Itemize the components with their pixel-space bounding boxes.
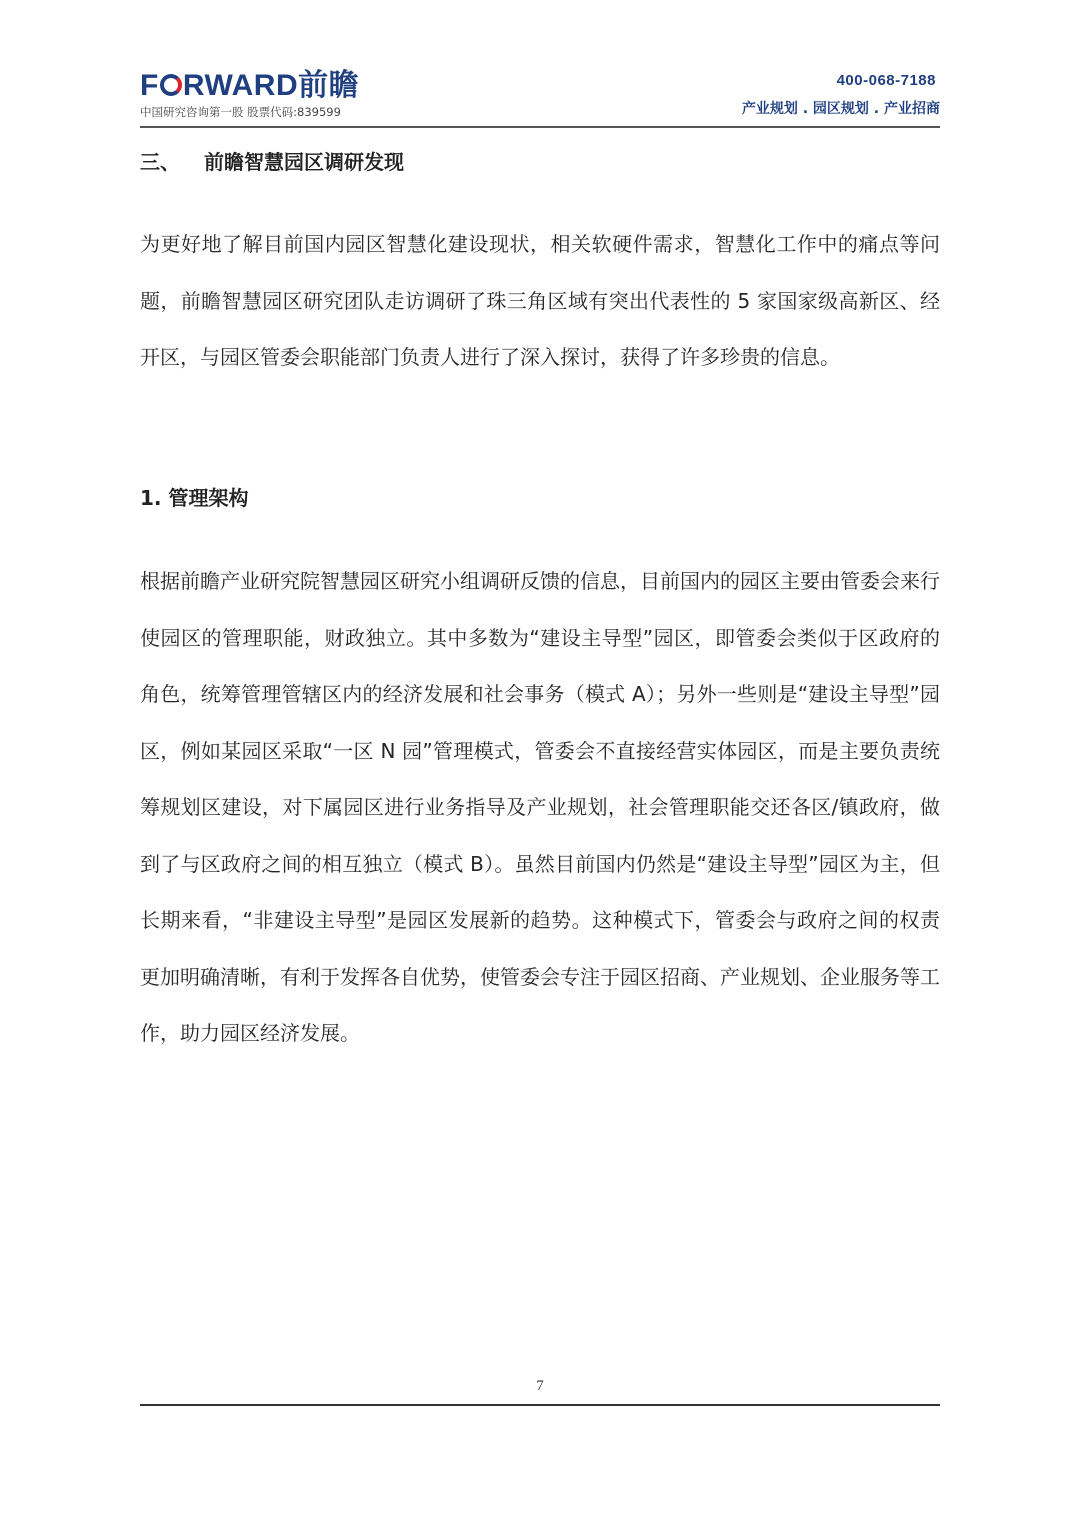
header-tagline: 产业规划 . 园区规划 . 产业招商 <box>741 101 940 117</box>
logo-text-pre: F <box>140 69 159 102</box>
header-divider <box>140 126 940 128</box>
logo-text-post: RWARD前瞻 <box>182 69 360 102</box>
section-number: 三、 <box>140 150 180 174</box>
section-heading <box>140 146 404 175</box>
page-header <box>140 66 940 128</box>
management-paragraph: 根据前瞻产业研究院智慧园区研究小组调研反馈的信息，目前国内的园区主要由管委会来行使园区的管理职能，财政独立。其中多数为“建设主导型”园区，即管委会类似于区政府的角色，统筹管理管辖区内的经济发展和社会事务（模式 A）；另外一些则是“建设主导型”园区，例如某园区采取“一区 N 园”管理模式，管委会不直接经营实体园区，而是主要负责统筹规划区建设，对下属园区进行业务指导及产业规划，社会管理职能交还各区/镇政府，做到了与区政府之间的相互独立（模式 B）。虽然目前国内仍然是“建设主导型”园区为主，但长期来看，“非建设主导型”是园区发展新的趋势。这种模式下，管委会与政府之间的权责更加明确清晰，有利于发挥各自优势，使管委会专注于园区招商、产业规划、企业服务等工作，助力园区经济发展。 <box>140 569 940 1045</box>
section-title-text: 前瞻智慧园区调研发现 <box>204 150 404 174</box>
subsection-heading: 1. 管理架构 <box>140 486 249 510</box>
logo-subtitle: 中国研究咨询第一股 股票代码:839599 <box>140 105 341 119</box>
forward-logo <box>140 70 359 102</box>
intro-paragraph: 为更好地了解目前国内园区智慧化建设现状，相关软硬件需求，智慧化工作中的痛点等问题，前瞻智慧园区研究团队走访调研了珠三角区域有突出代表性的 5 家国家级高新区、经开区，与园区管委会职能部门负责人进行了深入探讨，获得了许多珍贵的信息。 <box>140 232 940 369</box>
footer-divider <box>140 1404 940 1406</box>
header-phone: 400-068-7188 <box>836 72 936 89</box>
logo-o-mark-icon <box>160 74 182 96</box>
page-number: 7 <box>536 1378 544 1394</box>
